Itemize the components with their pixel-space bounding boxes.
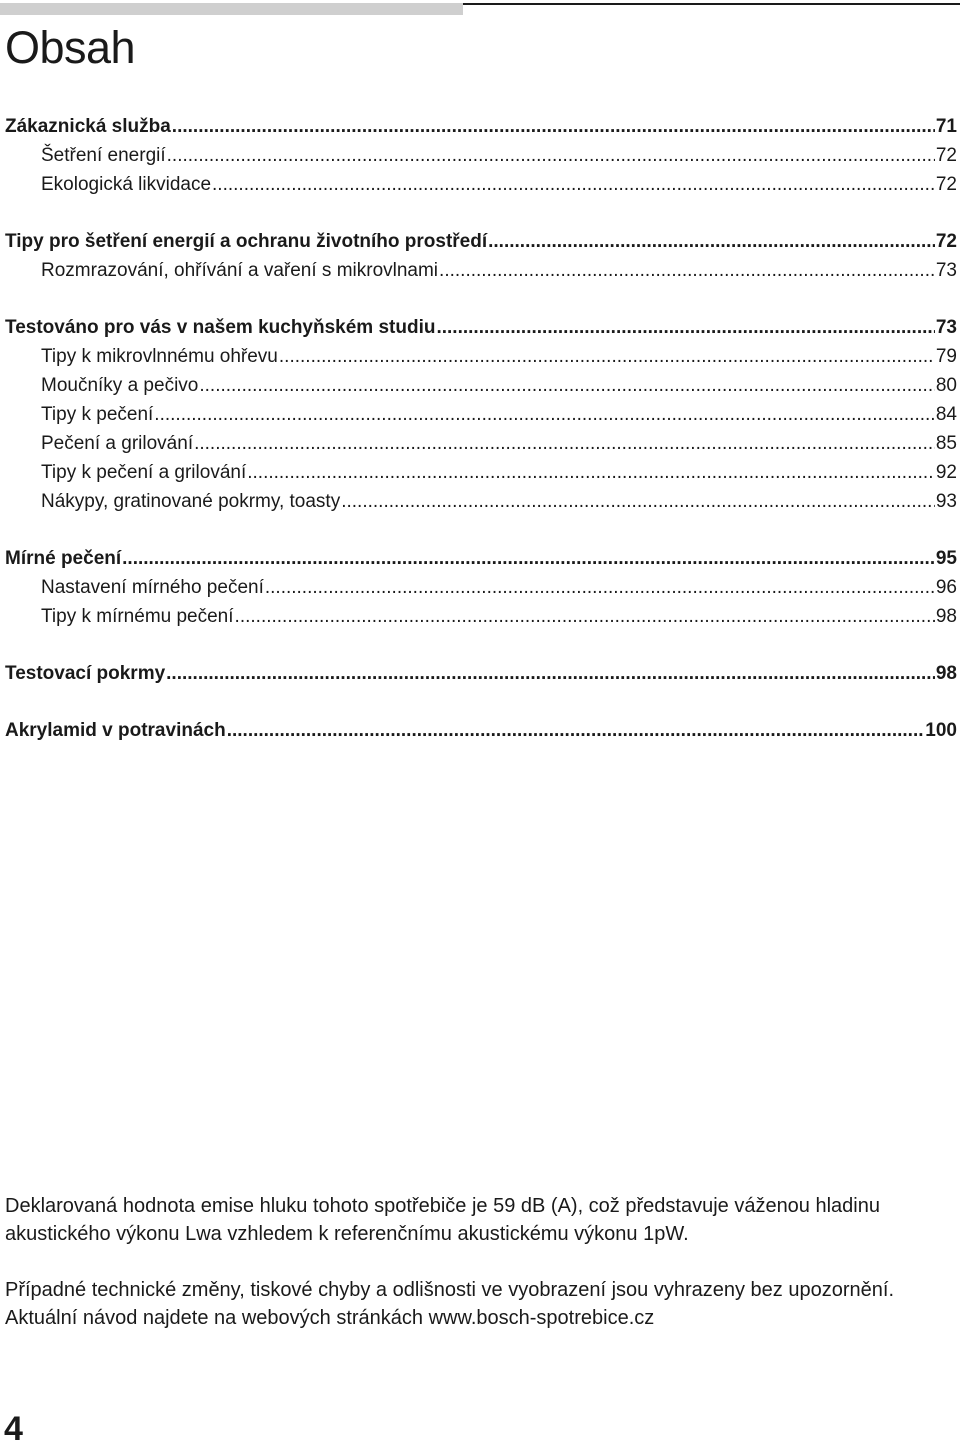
toc-subentry[interactable] — [5, 602, 957, 631]
toc-entry-page: 100 — [925, 720, 957, 741]
toc-section-entry[interactable] — [5, 544, 957, 573]
disclaimer-note: Případné technické změny, tiskové chyby a odlišnosti ve vyobrazení jsou vyhrazeny bez upozornění. Aktuální návod najdete na webových stránkách www.bosch-spotrebice.cz — [5, 1279, 894, 1329]
toc-subentry[interactable] — [5, 429, 957, 458]
toc-entry-label: Zákaznická služba — [5, 116, 171, 137]
toc-dot-leader — [166, 659, 935, 688]
toc-entry-page: 72 — [935, 145, 957, 166]
toc-entry-page: 73 — [935, 260, 957, 281]
toc-entry-label: Tipy k mikrovlnnému ohřevu — [41, 346, 278, 367]
toc-dot-leader — [488, 227, 935, 256]
toc-entry-page: 93 — [935, 491, 957, 512]
header-rule — [463, 3, 960, 5]
toc-section — [5, 112, 957, 199]
toc-dot-leader — [172, 112, 935, 141]
toc-subentry[interactable] — [5, 400, 957, 429]
header-bar — [0, 3, 463, 15]
toc-entry-page: 85 — [935, 433, 957, 454]
toc-section-entry[interactable] — [5, 659, 957, 688]
toc-dot-leader — [227, 716, 925, 745]
toc-section — [5, 544, 957, 631]
toc-entry-label: Moučníky a pečivo — [41, 375, 199, 396]
toc-entry-page: 71 — [935, 116, 957, 137]
toc-section-entry[interactable] — [5, 313, 957, 342]
toc-subentry[interactable] — [5, 371, 957, 400]
toc-section — [5, 716, 957, 745]
toc-section-entry[interactable] — [5, 227, 957, 256]
toc-subentry[interactable] — [5, 487, 957, 516]
toc-dot-leader — [212, 170, 935, 199]
toc-entry-label: Testováno pro vás v našem kuchyňském studiu — [5, 317, 436, 338]
toc-section — [5, 659, 957, 688]
toc-dot-leader — [439, 256, 935, 285]
page-number: 4 — [4, 1410, 23, 1448]
toc-entry-page: 92 — [935, 462, 957, 483]
toc-dot-leader — [265, 573, 935, 602]
toc-subentry[interactable] — [5, 170, 957, 199]
toc-entry-label: Tipy k pečení a grilování — [41, 462, 247, 483]
toc-entry-label: Nákypy, gratinované pokrmy, toasty — [41, 491, 341, 512]
toc-dot-leader — [167, 141, 935, 170]
toc-dot-leader — [122, 544, 935, 573]
toc-entry-page: 73 — [935, 317, 957, 338]
toc-dot-leader — [279, 342, 935, 371]
toc-entry-label: Rozmrazování, ohřívání a vaření s mikrovlnami — [41, 260, 439, 281]
toc-entry-label: Nastavení mírného pečení — [41, 577, 264, 598]
toc-entry-label: Akrylamid v potravinách — [5, 720, 226, 741]
toc-dot-leader — [199, 371, 935, 400]
toc-entry-page: 98 — [935, 606, 957, 627]
toc-entry-label: Mírné pečení — [5, 548, 122, 569]
toc-subentry[interactable] — [5, 256, 957, 285]
toc-entry-label: Tipy pro šetření energií a ochranu životního prostředí — [5, 231, 488, 252]
toc-section-entry[interactable] — [5, 112, 957, 141]
toc-entry-label: Testovací pokrmy — [5, 663, 166, 684]
toc-dot-leader — [436, 313, 934, 342]
toc-dot-leader — [194, 429, 935, 458]
toc-entry-label: Šetření energií — [41, 145, 166, 166]
toc-subentry[interactable] — [5, 342, 957, 371]
noise-emission-note: Deklarovaná hodnota emise hluku tohoto spotřebiče je 59 dB (A), což představuje váženou hladinu akustického výkonu Lwa vzhledem k referenčnímu akustickému výkonu 1pW. — [5, 1195, 880, 1245]
toc-entry-label: Ekologická likvidace — [41, 174, 212, 195]
toc-dot-leader — [341, 487, 935, 516]
toc-entry-page: 95 — [935, 548, 957, 569]
toc-entry-page: 72 — [935, 231, 957, 252]
page-title: Obsah — [5, 22, 136, 73]
toc-subentry[interactable] — [5, 573, 957, 602]
toc-dot-leader — [247, 458, 935, 487]
toc-entry-label: Tipy k mírnému pečení — [41, 606, 234, 627]
toc-entry-page: 84 — [935, 404, 957, 425]
toc-section-entry[interactable] — [5, 716, 957, 745]
toc-dot-leader — [235, 602, 935, 631]
toc-entry-page: 96 — [935, 577, 957, 598]
toc-section — [5, 313, 957, 516]
toc-entry-page: 79 — [935, 346, 957, 367]
toc-entry-label: Pečení a grilování — [41, 433, 194, 454]
table-of-contents — [5, 112, 957, 773]
toc-section — [5, 227, 957, 285]
toc-dot-leader — [154, 400, 935, 429]
toc-entry-page: 72 — [935, 174, 957, 195]
toc-entry-page: 98 — [935, 663, 957, 684]
toc-subentry[interactable] — [5, 141, 957, 170]
toc-subentry[interactable] — [5, 458, 957, 487]
toc-entry-page: 80 — [935, 375, 957, 396]
toc-entry-label: Tipy k pečení — [41, 404, 154, 425]
